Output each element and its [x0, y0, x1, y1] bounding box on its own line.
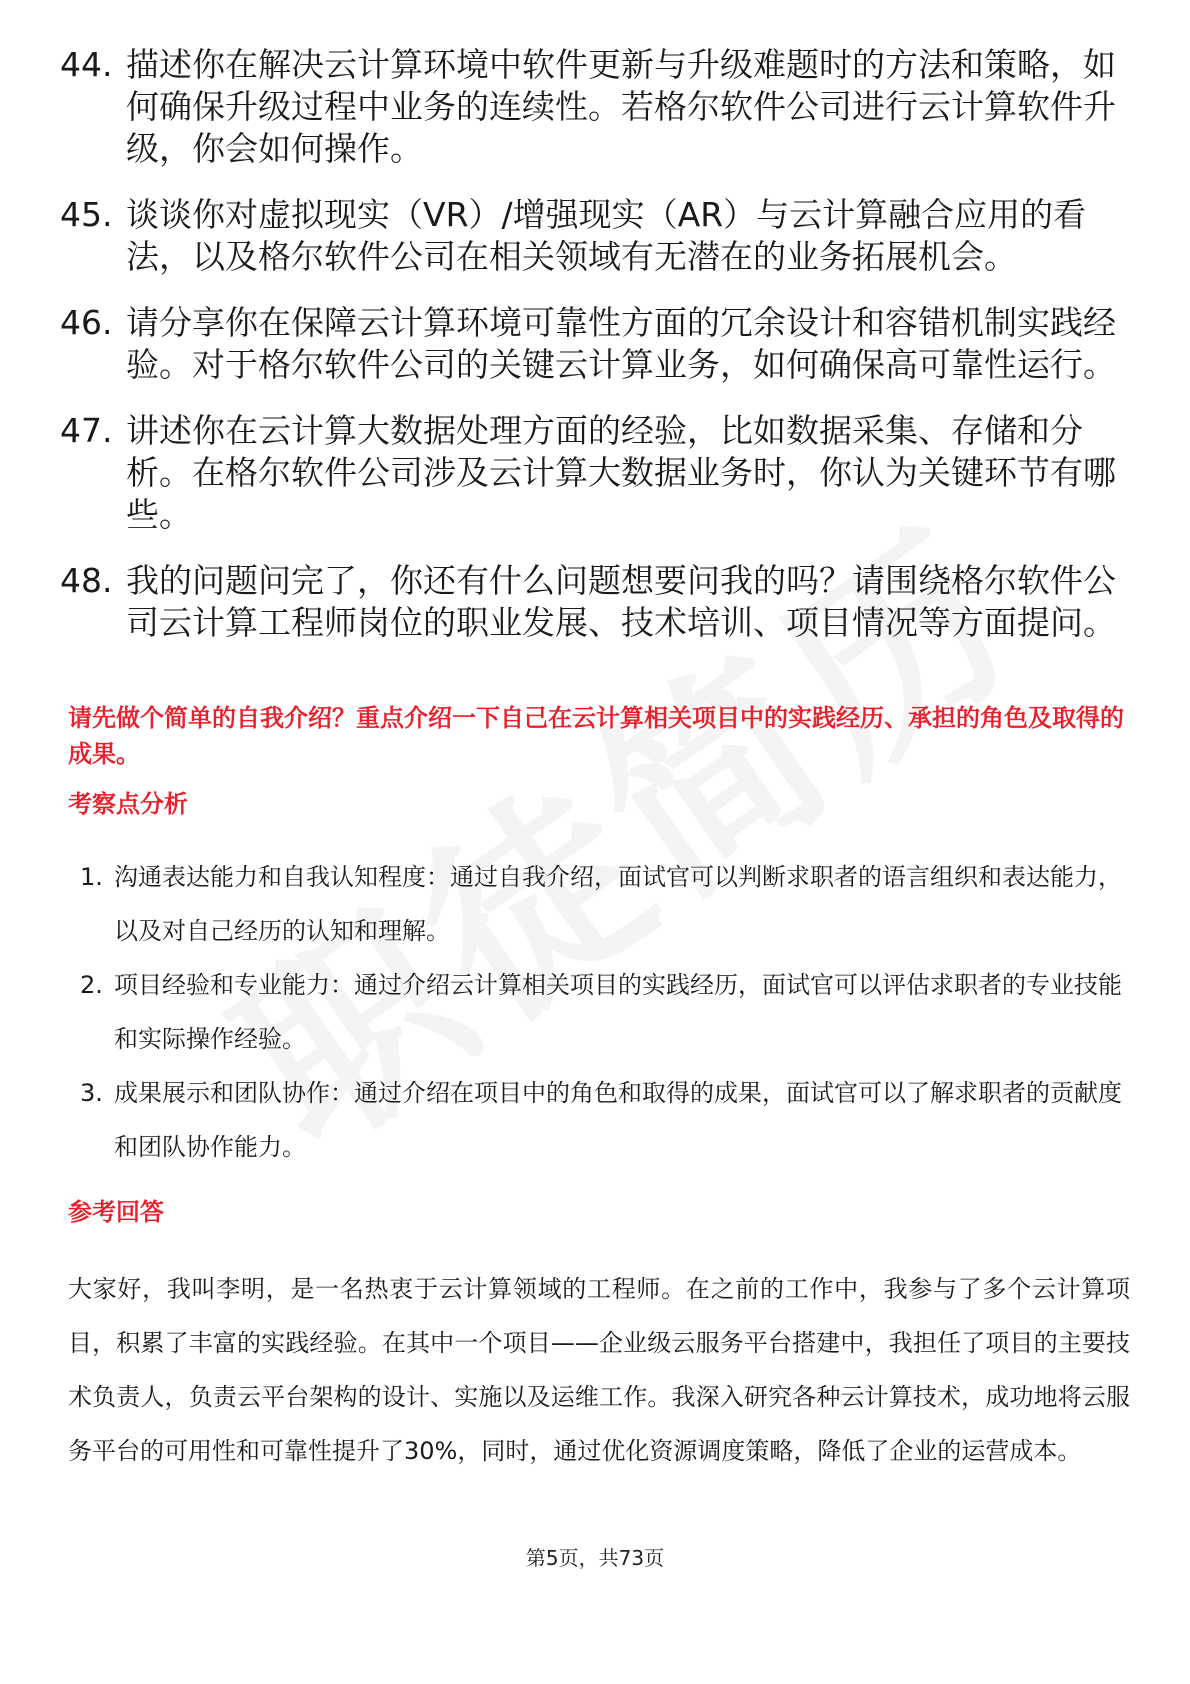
analysis-number: 1. [80, 863, 103, 891]
question-number: 44. [60, 45, 113, 84]
question-item [60, 194, 1120, 278]
reference-answer: 大家好，我叫李明，是一名热衷于云计算领域的工程师。在之前的工作中，我参与了多个云计算项目，积累了丰富的实践经验。在其中一个项目——企业级云服务平台搭建中，我担任了项目的主要技术负责人，负责云平台架构的设计、实施以及运维工作。我深入研究各种云计算技术，成功地将云服务平台的可用性和可靠性提升了30%，同时，通过优化资源调度策略，降低了企业的运营成本。 [68, 1275, 1130, 1465]
question-text: 我的问题问完了，你还有什么问题想要问我的吗？请围绕格尔软件公司云计算工程师岗位的职业发展、技术培训、项目情况等方面提问。 [126, 561, 1116, 642]
question-item [60, 560, 1120, 644]
analysis-item [80, 850, 1130, 958]
highlighted-question: 请先做个简单的自我介绍？重点介绍一下自己在云计算相关项目中的实践经历、承担的角色及取得的成果。 [68, 704, 1124, 768]
analysis-item [80, 958, 1130, 1066]
question-text: 讲述你在云计算大数据处理方面的经验，比如数据采集、存储和分析。在格尔软件公司涉及云计算大数据业务时，你认为关键环节有哪些。 [126, 411, 1116, 534]
question-item [60, 44, 1120, 170]
analysis-text: 成果展示和团队协作：通过介绍在项目中的角色和取得的成果，面试官可以了解求职者的贡献度和团队协作能力。 [114, 1079, 1122, 1161]
analysis-number: 2. [80, 971, 103, 999]
analysis-list [80, 850, 1130, 1174]
question-number: 47. [60, 411, 113, 450]
question-text: 谈谈你对虚拟现实（VR）/增强现实（AR）与云计算融合应用的看法，以及格尔软件公司在相关领域有无潜在的业务拓展机会。 [126, 195, 1087, 276]
question-text: 描述你在解决云计算环境中软件更新与升级难题时的方法和策略，如何确保升级过程中业务的连续性。若格尔软件公司进行云计算软件升级，你会如何操作。 [126, 45, 1116, 168]
question-number: 45. [60, 195, 113, 234]
analysis-heading: 考察点分析 [68, 790, 188, 818]
question-text: 请分享你在保障云计算环境可靠性方面的冗余设计和容错机制实践经验。对于格尔软件公司的关键云计算业务，如何确保高可靠性运行。 [126, 303, 1116, 384]
question-item [60, 302, 1120, 386]
question-list [60, 44, 1120, 668]
page-footer: 第5页，共73页 [525, 1546, 665, 1570]
analysis-number: 3. [80, 1079, 103, 1107]
analysis-text: 沟通表达能力和自我认知程度：通过自我介绍，面试官可以判断求职者的语言组织和表达能力，以及对自己经历的认知和理解。 [114, 863, 1122, 945]
question-item [60, 410, 1120, 536]
analysis-item [80, 1066, 1130, 1174]
question-number: 46. [60, 303, 113, 342]
analysis-text: 项目经验和专业能力：通过介绍云计算相关项目的实践经历，面试官可以评估求职者的专业技能和实际操作经验。 [114, 971, 1122, 1053]
question-number: 48. [60, 561, 113, 600]
reference-heading: 参考回答 [68, 1198, 164, 1226]
